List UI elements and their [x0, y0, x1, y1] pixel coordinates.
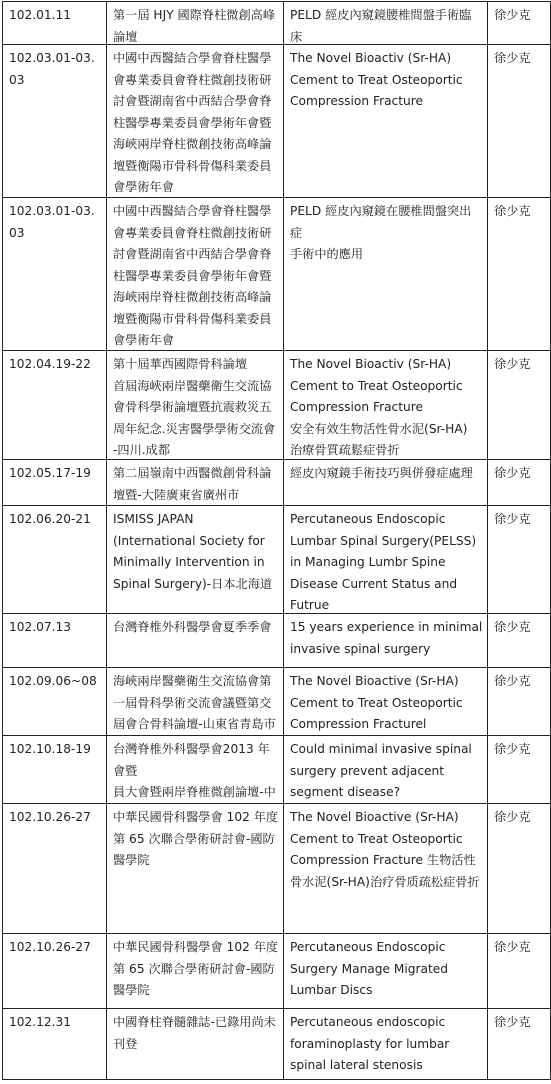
table-row: [3, 614, 551, 668]
event-cell: 中華民國骨科醫學會 102 年度 第 65 次聯合學術研討會-國防 醫學院: [107, 804, 284, 933]
topic-cell: PELD 經皮內窺鏡在腰椎間盤突出症 手術中的應用: [284, 198, 488, 350]
date-cell: 102.07.13: [3, 614, 107, 667]
table-row: [3, 198, 551, 351]
date-cell: 102.03.01-03. 03: [3, 198, 107, 350]
topic-cell: The Novel Bioactive (Sr-HA) Cement to Treat Osteoportic Compression Fracture 生物活性 骨水泥(Sr-HA)治疗骨质疏松症骨折: [284, 804, 488, 933]
author-cell: 徐少克: [488, 804, 551, 933]
table-row: [3, 506, 551, 614]
date-cell: 102.06.20-21: [3, 506, 107, 613]
author-cell: 徐少克: [488, 1009, 551, 1079]
date-cell: 102.05.17-19: [3, 460, 107, 505]
date-cell: 102.10.18-19: [3, 736, 107, 803]
topic-cell: Could minimal invasive spinal surgery prevent adjacent segment disease?: [284, 736, 488, 803]
topic-cell: Percutaneous endoscopic foraminoplasty for lumbar spinal lateral stenosis: [284, 1009, 488, 1079]
table-row: [3, 1009, 551, 1080]
table-row: [3, 2, 551, 45]
topic-cell: The Novel Bioactiv (Sr-HA) Cement to Treat Osteoportic Compression Fracture 安全有效生物活性骨水泥(Sr-HA) 治療骨質疏鬆症骨折: [284, 351, 488, 459]
author-cell: 徐少克: [488, 351, 551, 459]
date-cell: 102.01.11: [3, 2, 107, 44]
date-cell: 102.10.26-27: [3, 804, 107, 933]
author-cell: 徐少克: [488, 614, 551, 667]
table-row: [3, 351, 551, 460]
author-cell: 徐少克: [488, 934, 551, 1008]
date-cell: 102.09.06~08: [3, 668, 107, 735]
date-cell: 102.04.19-22: [3, 351, 107, 459]
table-row: [3, 736, 551, 804]
author-cell: 徐少克: [488, 668, 551, 735]
topic-cell: The Novel Bioactive (Sr-HA) Cement to Treat Osteoportic Compression Fracturel: [284, 668, 488, 735]
date-cell: 102.12.31: [3, 1009, 107, 1079]
author-cell: 徐少克: [488, 506, 551, 613]
event-cell: 中國脊柱脊髓雜誌-已錄用尚未 刊登: [107, 1009, 284, 1079]
topic-cell: Percutaneous Endoscopic Lumbar Spinal Surgery(PELSS) in Managing Lumbr Spine Disease Current Status and Futrue: [284, 506, 488, 613]
date-cell: 102.03.01-03. 03: [3, 45, 107, 197]
date-cell: 102.10.26-27: [3, 934, 107, 1008]
table-row: [3, 45, 551, 198]
event-cell: 中華民國骨科醫學會 102 年度 第 65 次聯合學術研討會-國防 醫學院: [107, 934, 284, 1008]
event-cell: 中國中西醫結合學會脊柱醫學 會專業委員會脊柱微創技術研 討會暨湖南省中西結合學會脊 柱醫學專業委員會學術年會暨 海峽兩岸脊柱微創技術高峰論 壇暨衡陽市骨科骨傷科業委員 會學術年會: [107, 198, 284, 350]
table-row: [3, 460, 551, 506]
event-cell: 海峽兩岸醫藥衛生交流協會第 一屆骨科學術交流會議暨第交 屆會合骨科論壇-山東省青島市: [107, 668, 284, 735]
topic-cell: 經皮內窺鏡手術技巧與併發症處理: [284, 460, 488, 505]
topic-cell: PELD 經皮內窺鏡腰椎間盤手術臨床: [284, 2, 488, 44]
event-cell: 第十屆華西國際骨科論壇 首屆海峽兩岸醫藥衛生交流協 會骨科學術論壇暨抗震救災五 周年紀念.災害醫學學術交流會 -四川.成都: [107, 351, 284, 459]
table-row: [3, 668, 551, 736]
topic-cell: Percutaneous Endoscopic Surgery Manage Migrated Lumbar Discs: [284, 934, 488, 1008]
event-cell: 台灣脊椎外科醫學會夏季季會: [107, 614, 284, 667]
event-cell: 第二屆嶺南中西醫微創骨科論 壇暨-大陸廣東省廣州市: [107, 460, 284, 505]
table-row: [3, 804, 551, 934]
author-cell: 徐少克: [488, 460, 551, 505]
author-cell: 徐少克: [488, 736, 551, 803]
table-row: [3, 934, 551, 1009]
event-cell: 第一屆 HJY 國際脊柱微創高峰 論壇: [107, 2, 284, 44]
topic-cell: The Novel Bioactiv (Sr-HA) Cement to Treat Osteoportic Compression Fracture: [284, 45, 488, 197]
presentation-table: [2, 1, 551, 1080]
author-cell: 徐少克: [488, 2, 551, 44]
event-cell: ISMISS JAPAN (International Society for Minimally Intervention in Spinal Surgery)-日本北海道: [107, 506, 284, 613]
author-cell: 徐少克: [488, 198, 551, 350]
author-cell: 徐少克: [488, 45, 551, 197]
event-cell: 中國中西醫結合學會脊柱醫學 會專業委員會脊柱微創技術研 討會暨湖南省中西結合學會脊 柱醫學專業委員會學術年會暨 海峽兩岸脊柱微創技術高峰論 壇暨衡陽市骨科骨傷科業委員 會學術年會: [107, 45, 284, 197]
event-cell: 台灣脊椎外科醫學會2013 年會暨 員大會暨兩岸脊椎微創論壇-中: [107, 736, 284, 803]
topic-cell: 15 years experience in minimal invasive spinal surgery: [284, 614, 488, 667]
